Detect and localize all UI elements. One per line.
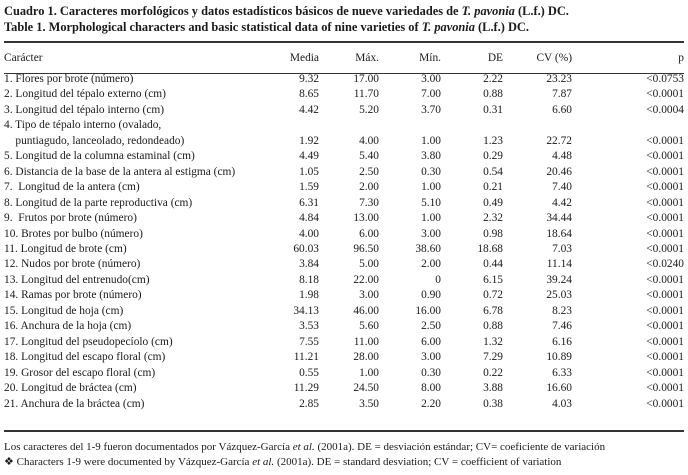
value-cell: 9.32 — [299, 73, 319, 85]
character-label: 9. Frutos por brote (número) — [4, 212, 137, 225]
value-cell: 7.55 — [299, 335, 319, 348]
value-cell: 11.21 — [293, 351, 319, 364]
character-label: 14. Ramas por brote (número) — [4, 289, 142, 302]
value-cell: 6.60 — [552, 103, 572, 116]
value-cell: 6.31 — [299, 196, 319, 209]
value-cell: 2.32 — [483, 212, 503, 225]
value-cell: 0.44 — [483, 258, 503, 271]
value-cell: 8.00 — [421, 382, 441, 395]
p-value-cell: <0.0001 — [646, 150, 684, 163]
value-cell: 22.00 — [353, 273, 379, 286]
value-cell: 4.00 — [359, 134, 379, 147]
p-value-cell: <0.0240 — [646, 258, 684, 271]
value-cell — [319, 118, 379, 133]
value-cell: 1.23 — [483, 134, 503, 147]
p-value-cell: <0.0001 — [646, 242, 684, 255]
p-value-cell: <0.0004 — [646, 103, 684, 116]
value-cell: 1.59 — [299, 181, 319, 194]
column-header: Media — [289, 52, 319, 64]
value-cell: 22.72 — [546, 134, 572, 147]
p-value-cell: <0.0001 — [646, 304, 684, 317]
character-label: 21. Anchura de la bráctea (cm) — [4, 397, 145, 410]
value-cell: 8.65 — [299, 88, 319, 101]
table-row — [4, 397, 684, 412]
value-cell: 7.46 — [552, 320, 572, 333]
value-cell: 6.00 — [359, 227, 379, 240]
value-cell: 0.90 — [421, 289, 441, 302]
value-cell: 11.00 — [353, 335, 379, 348]
table-row — [4, 118, 684, 133]
value-cell: 2.00 — [421, 258, 441, 271]
character-label: 12. Nudos por brote (número) — [4, 258, 141, 271]
table-row — [4, 257, 684, 272]
p-value-cell: <0.0001 — [646, 320, 684, 333]
value-cell: 0.54 — [483, 165, 503, 178]
value-cell: 2.50 — [359, 165, 379, 178]
value-cell: 3.50 — [359, 397, 379, 410]
value-cell: 11.70 — [353, 88, 379, 101]
table-row — [4, 242, 684, 257]
p-value-cell: <0.0001 — [646, 227, 684, 240]
value-cell: 6.00 — [421, 335, 441, 348]
data-table — [4, 44, 684, 412]
value-cell: 1.92 — [299, 134, 319, 147]
value-cell: 24.50 — [353, 382, 379, 395]
p-value-cell: <0.0001 — [646, 134, 684, 147]
value-cell: 18.68 — [477, 242, 503, 255]
value-cell: 34.13 — [293, 304, 319, 317]
column-header: CV (%) — [536, 52, 572, 64]
value-cell: 0.55 — [299, 366, 319, 379]
value-cell: 1.00 — [421, 212, 441, 225]
value-cell: 23.23 — [546, 73, 572, 85]
top-rule — [4, 41, 684, 43]
value-cell: 1.00 — [421, 181, 441, 194]
value-cell: 3.00 — [421, 227, 441, 240]
p-value-cell: <0.0001 — [646, 397, 684, 410]
character-label: 18. Longitud del escapo floral (cm) — [4, 351, 166, 364]
value-cell: 2.85 — [299, 397, 319, 410]
column-header: Máx. — [355, 52, 379, 64]
value-cell: 7.87 — [552, 88, 572, 101]
table-row — [4, 134, 684, 149]
table-row — [4, 366, 684, 381]
table-row — [4, 335, 684, 350]
p-value-cell: <0.0001 — [646, 196, 684, 209]
p-value-cell: <0.0753 — [646, 73, 684, 85]
value-cell: 46.00 — [353, 304, 379, 317]
caption-spanish: Cuadro 1. Caracteres morfológicos y datos estadísticos básicos de nueve variedades de T. pavonia (L.f.) DC. — [4, 4, 569, 18]
p-value-cell: <0.0001 — [646, 181, 684, 194]
value-cell: 3.53 — [299, 320, 319, 333]
p-value-cell: <0.0001 — [646, 212, 684, 225]
value-cell: 5.00 — [359, 258, 379, 271]
value-cell: 3.84 — [299, 258, 319, 271]
value-cell: 6.78 — [483, 304, 503, 317]
value-cell: 16.60 — [546, 382, 572, 395]
table-row — [4, 350, 684, 365]
value-cell: 7.03 — [552, 242, 572, 255]
value-cell: 28.00 — [353, 351, 379, 364]
character-label: 5. Longitud de la columna estaminal (cm) — [4, 150, 195, 163]
value-cell: 1.00 — [421, 134, 441, 147]
table-header-row — [4, 44, 684, 72]
value-cell: 11.29 — [293, 382, 319, 395]
value-cell: 1.32 — [483, 335, 503, 348]
value-cell: 8.23 — [552, 304, 572, 317]
column-header: p — [678, 52, 684, 64]
table-row — [4, 103, 684, 118]
value-cell: 3.80 — [421, 150, 441, 163]
value-cell: 0.21 — [483, 181, 503, 194]
table-body — [4, 72, 684, 412]
note-spanish: Los caracteres del 1-9 fueron documentados por Vázquez-García et al. (2001a). DE = desviación estándar; CV= coeficiente de variación — [4, 441, 606, 453]
p-value-cell: <0.0001 — [646, 289, 684, 302]
value-cell: 7.00 — [421, 88, 441, 101]
p-value-cell: <0.0001 — [646, 335, 684, 348]
value-cell: 3.88 — [483, 382, 503, 395]
value-cell: 4.49 — [299, 150, 319, 163]
caption-english: Table 1. Morphological characters and basic statistical data of nine varieties of T. pavonia (L.f.) DC. — [4, 20, 529, 34]
value-cell: 0.31 — [483, 103, 503, 116]
caption-spanish-species: T. pavonia — [461, 4, 515, 18]
value-cell: 4.03 — [552, 397, 572, 410]
table-row — [4, 288, 684, 303]
value-cell: 0.22 — [483, 366, 503, 379]
value-cell — [379, 118, 441, 133]
table-row — [4, 196, 684, 211]
value-cell: 5.40 — [359, 150, 379, 163]
table-captions — [4, 3, 684, 35]
table-row — [4, 211, 684, 226]
table-row — [4, 304, 684, 319]
caption-english-species: T. pavonia — [421, 20, 475, 34]
character-label: 17. Longitud del pseudopecíolo (cm) — [4, 335, 173, 348]
value-cell: 4.48 — [552, 150, 572, 163]
value-cell: 5.60 — [359, 320, 379, 333]
character-label: 19. Grosor del escapo floral (cm) — [4, 366, 156, 379]
value-cell: 7.40 — [552, 181, 572, 194]
character-label: 15. Longitud de hoja (cm) — [4, 304, 124, 317]
p-value-cell: <0.0001 — [646, 165, 684, 178]
character-label: 8. Longitud de la parte reproductiva (cm) — [4, 196, 193, 209]
table-row — [4, 180, 684, 195]
value-cell: 16.00 — [415, 304, 441, 317]
value-cell: 0.49 — [483, 196, 503, 209]
value-cell: 1.00 — [359, 366, 379, 379]
p-value-cell: <0.0001 — [646, 273, 684, 286]
value-cell: 1.98 — [299, 289, 319, 302]
character-label: 1. Flores por brote (número) — [4, 73, 134, 85]
p-value-cell: <0.0001 — [646, 88, 684, 101]
value-cell: 13.00 — [353, 212, 379, 225]
character-label: 20. Longitud de bráctea (cm) — [4, 382, 137, 395]
value-cell: 38.60 — [415, 242, 441, 255]
value-cell — [249, 118, 319, 133]
value-cell: 6.16 — [552, 335, 572, 348]
value-cell: 4.00 — [299, 227, 319, 240]
value-cell: 4.42 — [299, 103, 319, 116]
value-cell: 0.29 — [483, 150, 503, 163]
value-cell: 0.30 — [421, 366, 441, 379]
value-cell: 6.33 — [552, 366, 572, 379]
table-row — [4, 149, 684, 164]
value-cell: 5.20 — [359, 103, 379, 116]
value-cell: 20.46 — [546, 165, 572, 178]
p-value-cell — [572, 118, 684, 133]
table-row — [4, 319, 684, 334]
value-cell: 3.00 — [359, 289, 379, 302]
table-row — [4, 227, 684, 242]
character-label: 6. Distancia de la base de la antera al estigma (cm) — [4, 165, 236, 178]
value-cell: 0.88 — [483, 320, 503, 333]
value-cell: 17.00 — [353, 73, 379, 85]
character-label: puntiagudo, lanceolado, redondeado) — [4, 134, 185, 147]
character-label: 11. Longitud de brote (cm) — [4, 242, 127, 255]
value-cell: 0.38 — [483, 397, 503, 410]
column-header: Carácter — [4, 52, 43, 64]
value-cell: 1.05 — [299, 165, 319, 178]
value-cell: 5.10 — [421, 196, 441, 209]
value-cell: 3.70 — [421, 103, 441, 116]
value-cell: 2.22 — [483, 73, 503, 85]
character-label: 3. Longitud del tépalo interno (cm) — [4, 103, 165, 116]
value-cell: 8.18 — [299, 273, 319, 286]
table-row — [4, 273, 684, 288]
note-english: ❖ Characters 1-9 were documented by Vázquez-García et al. (2001a). DE = standard desviation; CV = coefficient of variation — [4, 456, 562, 468]
value-cell: 3.00 — [421, 351, 441, 364]
p-value-cell: <0.0001 — [646, 366, 684, 379]
value-cell: 60.03 — [293, 242, 319, 255]
value-cell: 0 — [435, 273, 441, 286]
table-row — [4, 381, 684, 396]
value-cell: 0.98 — [483, 227, 503, 240]
value-cell: 7.29 — [483, 351, 503, 364]
value-cell: 4.42 — [552, 196, 572, 209]
value-cell: 3.00 — [421, 73, 441, 85]
value-cell: 18.64 — [546, 227, 572, 240]
column-header: DE — [487, 52, 503, 64]
value-cell: 39.24 — [546, 273, 572, 286]
value-cell: 6.15 — [483, 273, 503, 286]
character-label: 2. Longitud del tépalo externo (cm) — [4, 88, 166, 101]
value-cell: 11.14 — [546, 258, 572, 271]
value-cell: 2.20 — [421, 397, 441, 410]
value-cell: 2.00 — [359, 181, 379, 194]
value-cell: 0.72 — [483, 289, 503, 302]
character-label: 16. Anchura de la hoja (cm) — [4, 320, 132, 333]
value-cell: 7.30 — [359, 196, 379, 209]
character-label: 13. Longitud del entrenudo(cm) — [4, 273, 150, 286]
value-cell — [441, 118, 503, 133]
character-label: 10. Brotes por bulbo (número) — [4, 227, 143, 240]
column-header: Mín. — [419, 52, 441, 64]
value-cell: 10.89 — [546, 351, 572, 364]
value-cell: 34.44 — [546, 212, 572, 225]
value-cell: 2.50 — [421, 320, 441, 333]
character-label: 4. Tipo de tépalo interno (ovalado, — [4, 119, 162, 132]
table-notes — [4, 440, 688, 470]
value-cell: 96.50 — [353, 242, 379, 255]
bottom-rule — [4, 430, 684, 432]
value-cell: 25.03 — [546, 289, 572, 302]
table-row — [4, 87, 684, 102]
value-cell: 4.84 — [299, 212, 319, 225]
value-cell: 0.88 — [483, 88, 503, 101]
table-row — [4, 165, 684, 180]
table-row — [4, 72, 684, 87]
p-value-cell: <0.0001 — [646, 351, 684, 364]
character-label: 7. Longitud de la antera (cm) — [4, 181, 140, 194]
value-cell — [503, 118, 572, 133]
value-cell: 0.30 — [421, 165, 441, 178]
p-value-cell: <0.0001 — [646, 382, 684, 395]
